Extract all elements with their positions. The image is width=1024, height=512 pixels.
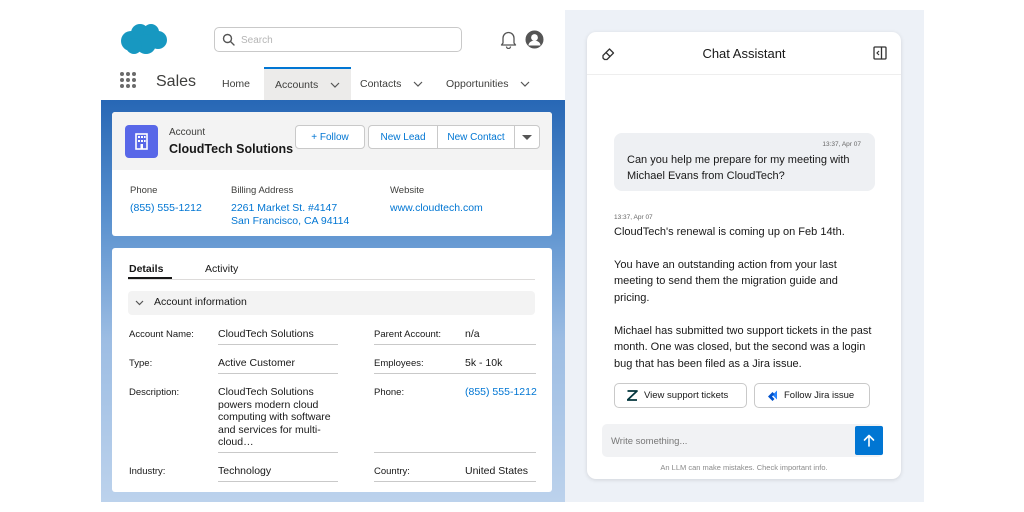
chat-title: Chat Assistant [702,46,786,61]
tab-details[interactable]: Details [129,263,164,275]
assistant-message-paragraph: Michael has submitted two support tickets in the past month. One was closed, but the second was a login bug that has been filed as a Jira issue. [614,325,872,370]
account-highlights-card [112,112,552,236]
message-timestamp: 13:37, Apr 07 [822,141,861,148]
jira-icon [767,390,778,401]
phone-label: Phone: [374,387,405,398]
collapse-panel-icon[interactable] [873,46,887,60]
zendesk-icon [627,390,638,401]
message-input[interactable] [611,433,851,449]
type-label: Type: [129,358,153,369]
follow-button[interactable]: + Follow [295,125,365,149]
phone-link[interactable]: (855) 555-1212 [465,386,537,398]
app-launcher-icon[interactable] [119,71,137,89]
field-underline [374,452,536,453]
user-message [614,133,875,191]
account-name-title: CloudTech Solutions [169,142,294,156]
tab-divider [128,279,535,280]
billing-address-label: Billing Address [231,185,294,196]
app-name: Sales [156,73,197,90]
new-lead-button[interactable]: New Lead [368,125,438,149]
crm-window [101,10,565,502]
tab-label: Contacts [360,77,402,90]
employees-value: 5k - 10k [465,357,503,369]
view-support-tickets-button[interactable] [614,383,747,408]
record-page [101,100,565,502]
tab-home[interactable] [211,67,265,100]
description-label: Description: [129,387,180,398]
assistant-message-paragraph: You have an outstanding action from your last meeting to send them the migration guide and pricing. [614,259,838,304]
record-type-label: Account [169,127,206,138]
account-header [112,112,552,170]
type-value: Active Customer [218,357,296,369]
follow-jira-issue-button[interactable] [754,383,870,408]
chat-header-divider [587,74,901,75]
global-search[interactable] [214,27,462,52]
message-timestamp: 13:37, Apr 07 [614,214,653,221]
billing-address-field [231,185,349,228]
account-name-label: Account Name: [129,329,194,340]
phone-field [130,185,202,215]
field-underline [218,344,338,345]
field-underline [218,452,338,453]
chevron-down-icon[interactable] [520,81,530,87]
parent-account-value: n/a [465,328,480,340]
global-header [101,10,565,100]
phone-label: Phone [130,185,158,196]
salesforce-logo[interactable] [119,22,167,56]
phone-link[interactable]: (855) 555-1212 [130,202,202,214]
search-icon [222,33,235,46]
send-arrow-icon [863,434,875,447]
industry-label: Industry: [129,466,166,477]
tab-contacts[interactable] [351,67,431,100]
tab-activity[interactable]: Activity [205,263,239,275]
tab-accounts[interactable] [264,67,351,100]
country-label: Country: [374,466,410,477]
account-building-icon [125,125,158,158]
send-button[interactable] [855,426,883,455]
avatar-icon[interactable] [525,30,544,49]
website-field [390,185,483,215]
website-label: Website [390,185,425,196]
chip-label: View support tickets [644,390,729,401]
assistant-message-paragraph: CloudTech's renewal is coming up on Feb 14th. [614,226,845,238]
more-actions-button[interactable] [514,125,540,149]
active-tab-indicator [128,277,172,279]
employees-label: Employees: [374,358,424,369]
bell-icon[interactable] [500,30,517,49]
field-underline [374,344,536,345]
chevron-down-icon[interactable] [330,82,340,88]
field-underline [218,373,338,374]
billing-address-link[interactable] [231,202,349,228]
section-toggle[interactable] [128,291,535,315]
tab-opportunities[interactable] [435,67,545,100]
tab-label: Opportunities [446,77,509,90]
country-value: United States [465,465,529,477]
tab-label: Accounts [275,78,319,91]
field-underline [374,481,536,482]
website-link[interactable]: www.cloudtech.com [390,202,483,214]
field-underline [218,481,338,482]
section-title: Account information [154,296,247,308]
chat-assistant-panel [587,32,901,479]
search-input[interactable] [241,31,456,49]
description-value: CloudTech Solutions powers modern cloud computing with software and services for multi-cloud… [218,386,331,448]
message-composer [602,424,883,457]
billing-line-1: 2261 Market St. #4147 [231,202,338,214]
details-card [112,248,552,492]
industry-value: Technology [218,465,272,477]
parent-account-label: Parent Account: [374,329,442,340]
billing-line-2: San Francisco, CA 94114 [231,215,350,227]
tab-label: Home [222,77,251,90]
chevron-down-icon [135,300,144,306]
new-contact-button[interactable]: New Contact [437,125,515,149]
record-actions [295,125,540,149]
chevron-down-icon [522,135,532,140]
message-text: Can you help me prepare for my meeting with Michael Evans from CloudTech? [627,154,850,182]
field-underline [374,373,536,374]
disclaimer-text: An LLM can make mistakes. Check important info. [660,463,828,472]
chevron-down-icon[interactable] [413,81,423,87]
account-name-value: CloudTech Solutions [218,328,314,340]
chip-label: Follow Jira issue [784,390,855,401]
